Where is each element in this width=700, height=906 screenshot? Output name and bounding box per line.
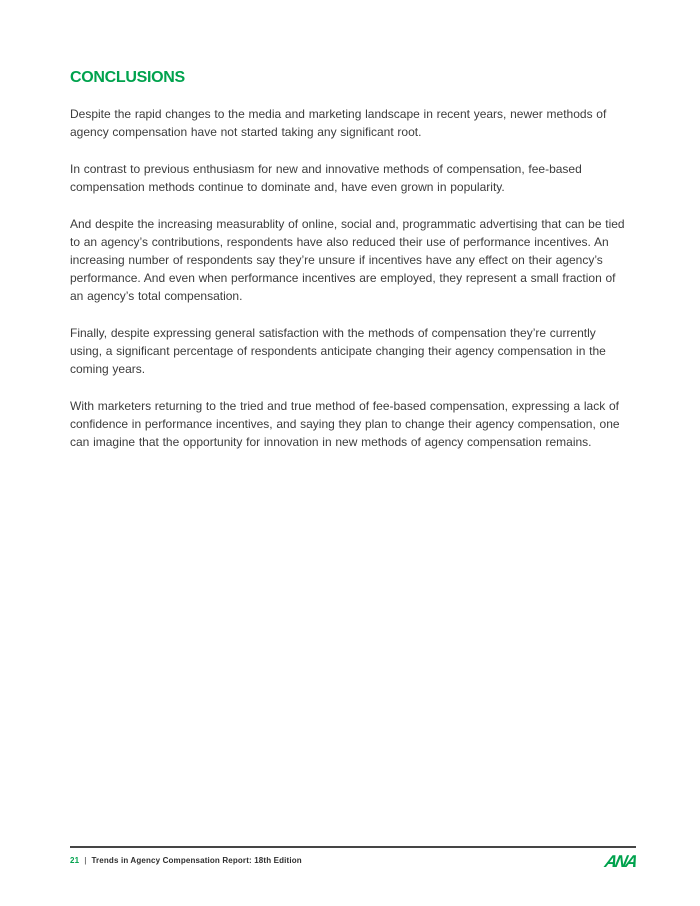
body-paragraph-5: With marketers returning to the tried and true method of fee-based compensation, expressing a lack of confidence in performance incentives, and saying they plan to change their agency compensation, one can imagine that the opportunity for innovation in new methods of agency compensation remains. <box>70 399 620 449</box>
body-paragraph-3: And despite the increasing measurablity of online, social and, programmatic advertising that can be tied to an agency’s contributions, respondents have also reduced their use of performance incentives. An increasing number of respondents say they’re unsure if incentives have any effect on their agency’s performance. And even when performance incentives are employed, they represent a small fraction of an agency’s total compensation. <box>70 217 625 303</box>
ana-logo-text: ANA <box>603 852 639 871</box>
footer-row <box>70 852 639 875</box>
body-paragraph-2: In contrast to previous enthusiasm for new and innovative methods of compensation, fee-based compensation methods continue to dominate and, have even grown in popularity. <box>70 162 582 194</box>
body-paragraph-1: Despite the rapid changes to the media and marketing landscape in recent years, newer methods of agency compensation have not started taking any significant root. <box>70 107 607 139</box>
page-number: 21 <box>70 856 80 865</box>
body-paragraph-4: Finally, despite expressing general satisfaction with the methods of compensation they’re currently using, a significant percentage of respondents anticipate changing their agency compensation in the coming years. <box>70 326 606 376</box>
report-title: Trends in Agency Compensation Report: 18th Edition <box>91 856 302 865</box>
ana-logo <box>603 852 639 872</box>
footer-text <box>70 856 302 866</box>
section-heading: CONCLUSIONS <box>70 69 185 86</box>
footer-rule <box>70 846 636 848</box>
page-footer <box>70 846 639 875</box>
footer-separator: | <box>84 856 87 865</box>
page-content <box>70 70 630 470</box>
